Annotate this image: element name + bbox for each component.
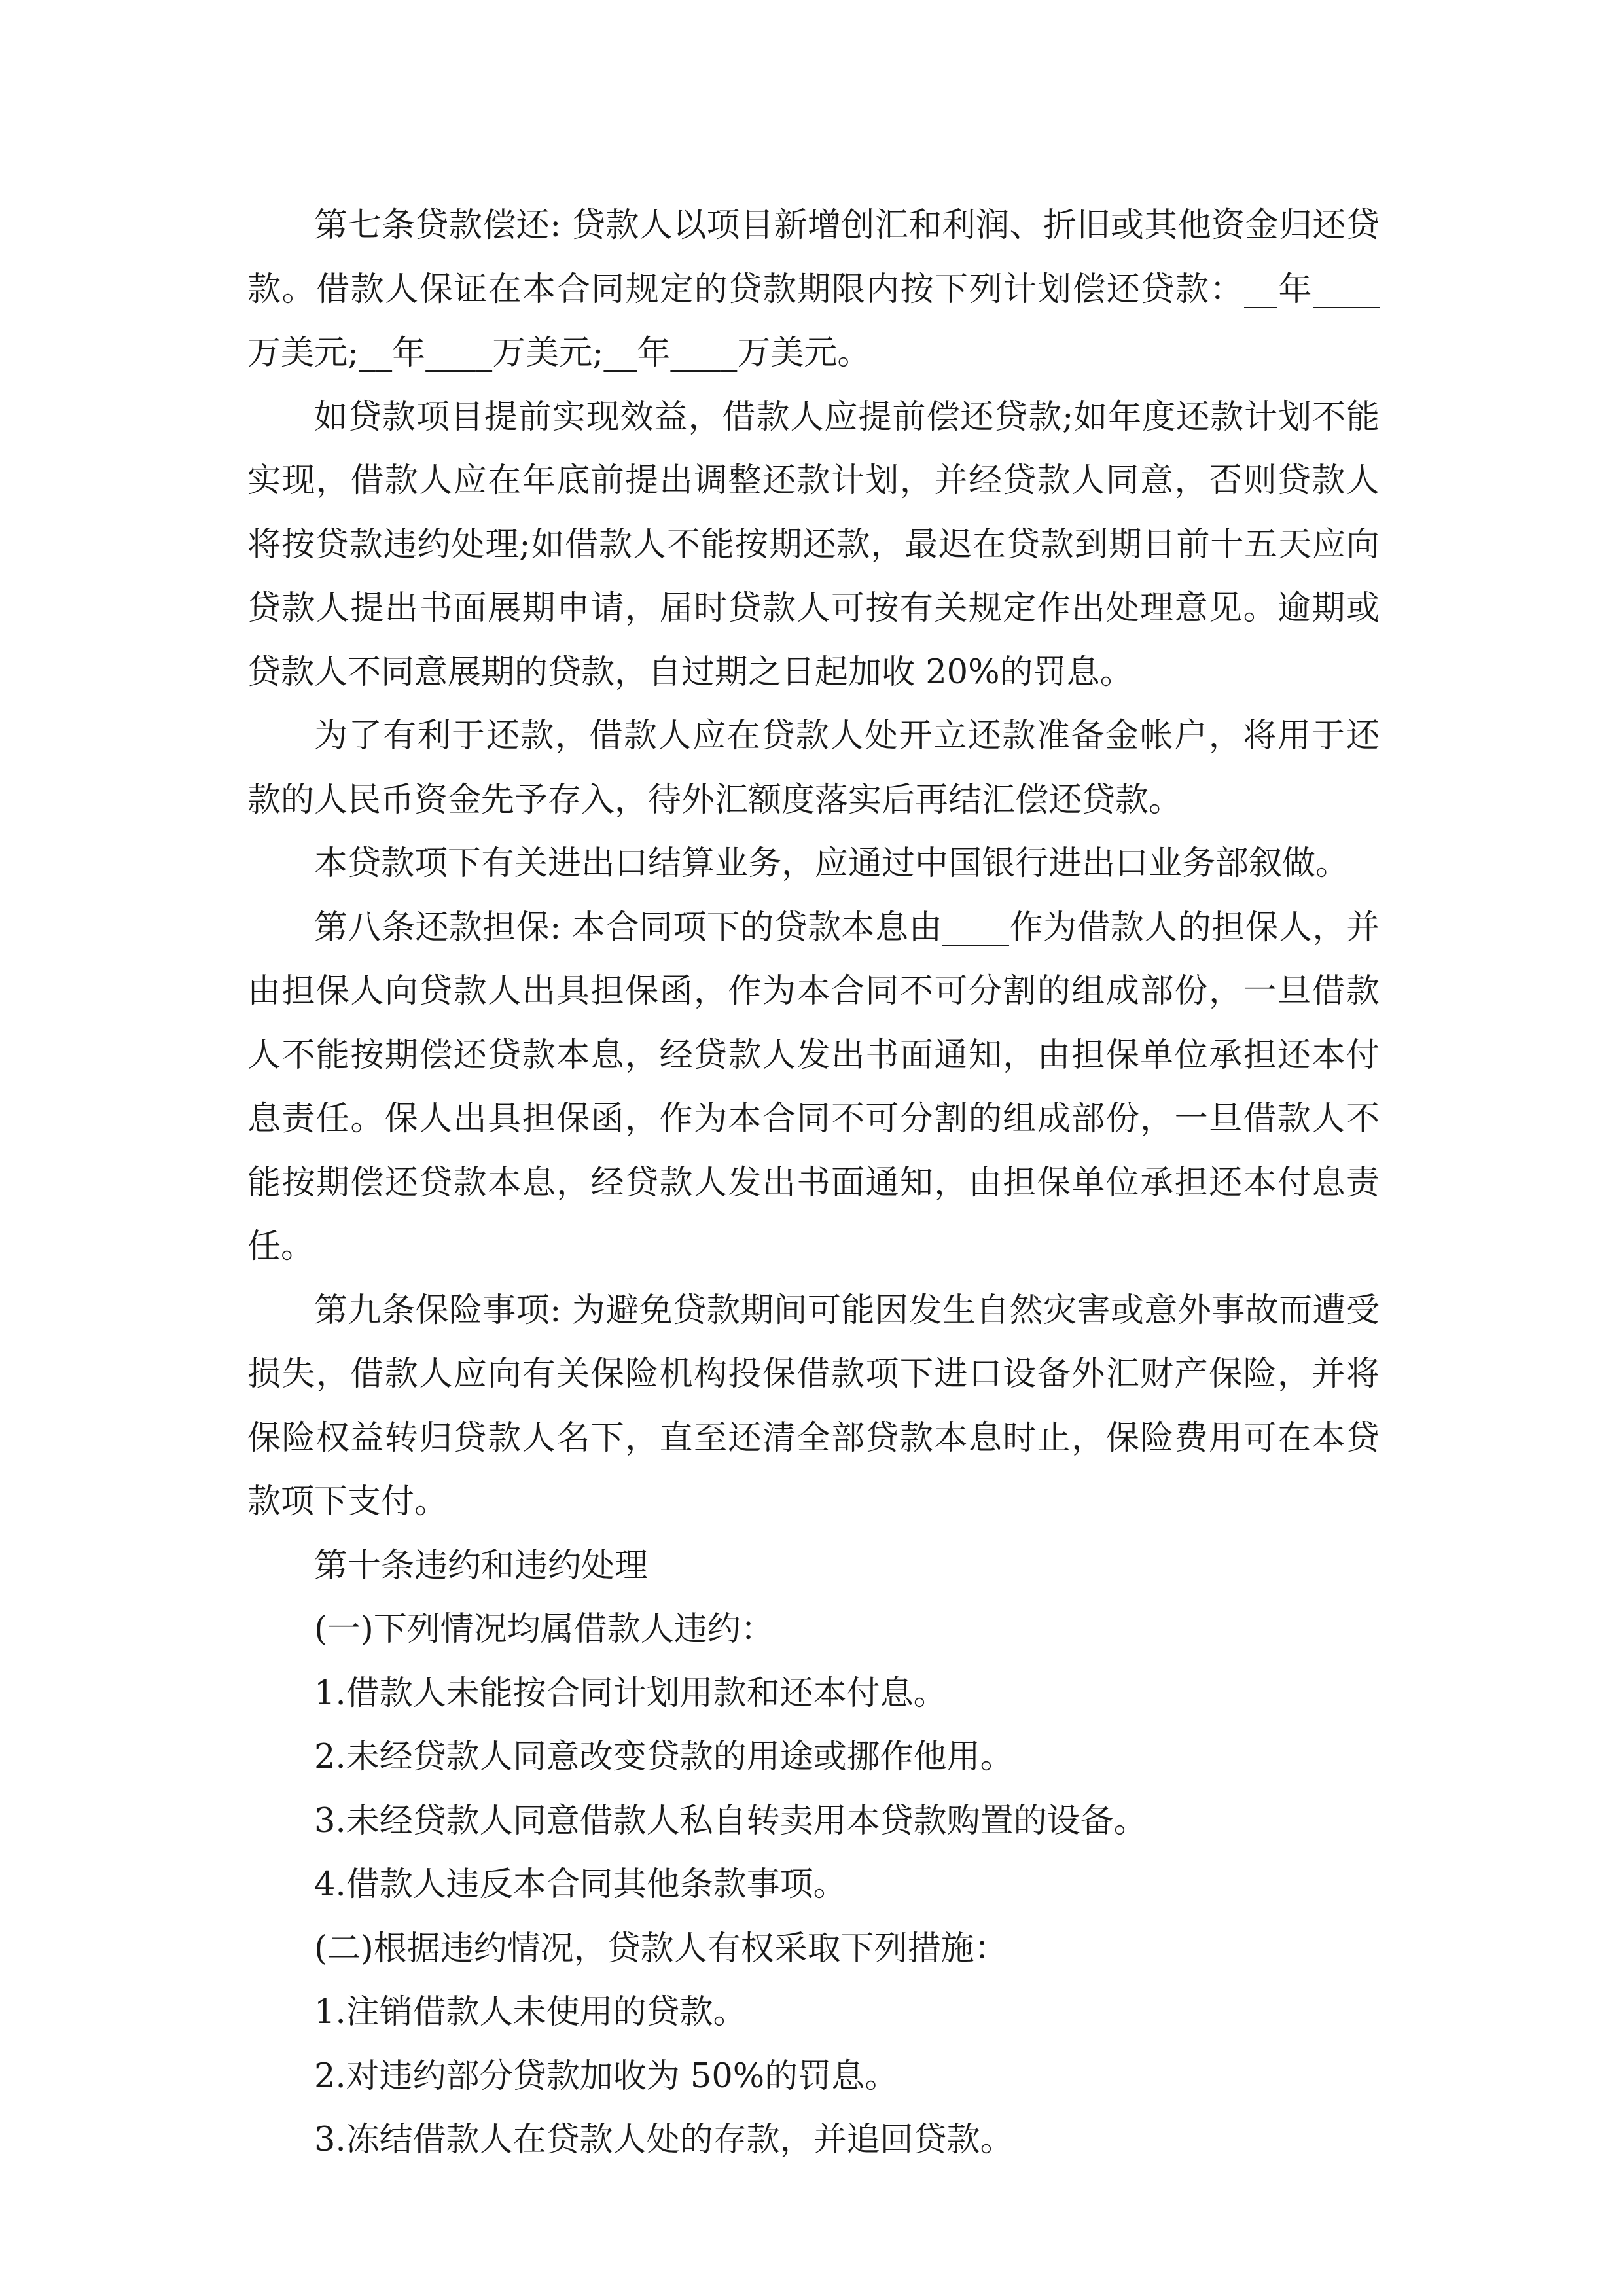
paragraph-breach-list-heading: (一)下列情况均属借款人违约： [314,1610,774,1649]
paragraph-reserve-account: 为了有利于还款，借款人应在贷款人处开立还款准备金帐户，将用于还款的人民币资金先予存入，待外汇额度落实后再结汇偿还贷款。 [247,717,1380,819]
paragraph-early-repayment: 如贷款项目提前实现效益，借款人应提前偿还贷款;如年度还款计划不能实现，借款人应在年底前提出调整还款计划，并经贷款人同意，否则贷款人将按贷款违约处理;如借款人不能按期还款，最迟在贷款到期日前十五天应向贷款人提出书面展期申请，届时贷款人可按有关规定作出处理意见。逾期或贷款人不同意展期的贷款，自过期之日起加收 20%的罚息。 [247,397,1380,692]
list-item: 3.未经贷款人同意借款人私自转卖用本贷款购置的设备。 [314,1801,1147,1840]
paragraph-article-7: 第七条贷款偿还: 贷款人以项目新增创汇和利润、折旧或其他资金归还贷款。借款人保证在本合同规定的贷款期限内按下列计划偿还贷款：__年____万美元;__年____万美元;__年____万美元。 [247,206,1380,372]
list-item: 4.借款人违反本合同其他条款事项。 [314,1865,847,1904]
list-item: 2.未经贷款人同意改变贷款的用途或挪作他用。 [314,1738,1014,1776]
paragraph-settlement: 本贷款项下有关进出口结算业务，应通过中国银行进出口业务部叙做。 [314,844,1349,883]
paragraph-article-8: 第八条还款担保: 本合同项下的贷款本息由____作为借款人的担保人，并由担保人向贷款人出具担保函，作为本合同不可分割的组成部份，一旦借款人不能按期偿还贷款本息，经贷款人发出书面通知，由担保单位承担还本付息责任。保人出具担保函，作为本合同不可分割的组成部份，一旦借款人不能按期偿还贷款本息，经贷款人发出书面通知，由担保单位承担还本付息责任。 [247,908,1380,1266]
list-item: 1.注销借款人未使用的贷款。 [314,1993,747,2032]
paragraph-article-9: 第九条保险事项: 为避免贷款期间可能因发生自然灾害或意外事故而遭受损失，借款人应向有关保险机构投保借款项下进口设备外汇财产保险，并将保险权益转归贷款人名下，直至还清全部贷款本息时止，保险费用可在本贷款项下支付。 [247,1291,1380,1521]
list-item: 2.对违约部分贷款加收为 50%的罚息。 [314,2056,899,2096]
paragraph-article-10-heading: 第十条违约和违约处理 [314,1546,649,1585]
document-body [247,194,1380,2172]
list-item: 1.借款人未能按合同计划用款和还本付息。 [314,1674,947,1713]
list-item: 3.冻结借款人在贷款人处的存款，并追回贷款。 [314,2121,1014,2159]
paragraph-measures-heading: (二)根据违约情况，贷款人有权采取下列措施： [314,1929,1008,1968]
